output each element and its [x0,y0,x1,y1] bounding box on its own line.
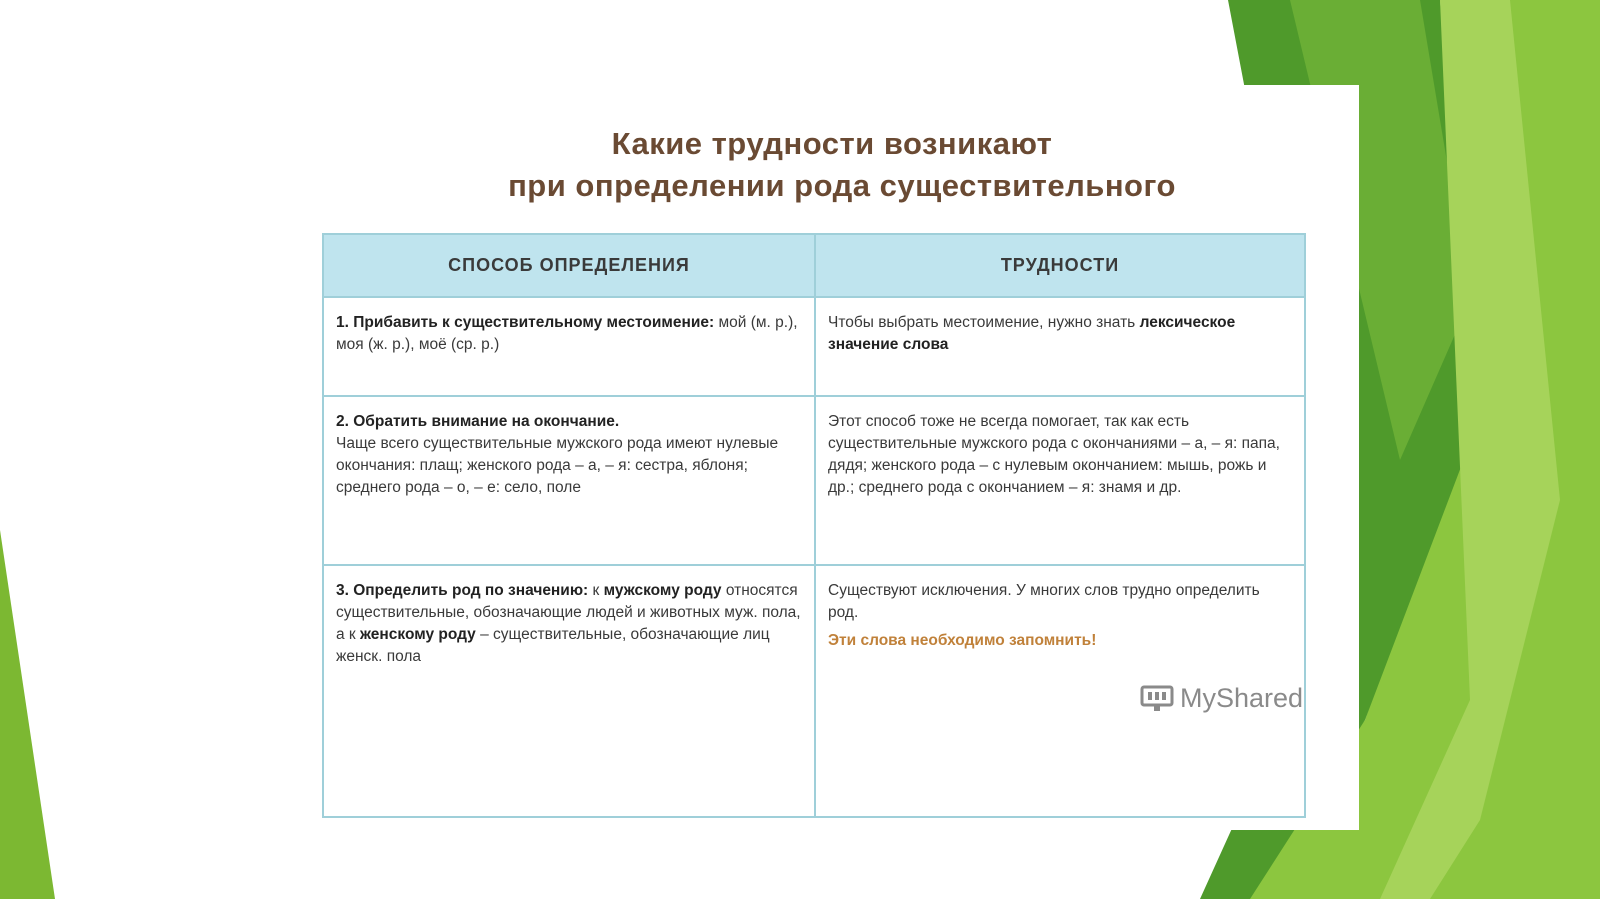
header-method: СПОСОБ ОПРЕДЕЛЕНИЯ [323,234,815,297]
header-difficulties: ТРУДНОСТИ [815,234,1305,297]
method-text: мой (м. р.), моя (ж. р.), моё (ср. р.) [336,314,798,353]
slide-content [265,85,1359,830]
green-shape-left [0,530,55,899]
method-cell [323,297,815,396]
myshared-logo-icon [1140,685,1174,713]
method-text: к [588,582,604,599]
table-row [323,297,1305,396]
method-bold: мужскому роду [603,582,722,599]
difficulties-table [322,233,1306,818]
difficulty-note: Эти слова необходимо запомнить! [828,632,1097,649]
method-bold: 1. Прибавить к существительному местоимение: [336,314,715,331]
difficulty-text: Существуют исключения. У многих слов трудно определить род. [828,582,1260,621]
slide-title-line-2: при определении рода существительного [508,168,1176,203]
difficulty-bold: лексическое значение слова [828,314,1236,353]
table-row [323,396,1305,565]
difficulty-cell [815,297,1305,396]
watermark-text: MyShared [1180,683,1304,713]
difficulty-text: Этот способ тоже не всегда помогает, так как есть существительные мужского рода с окончаниями – а, – я: папа, дядя; женского рода – с нулевым окончанием: мышь, рожь и др.; среднего рода с окончанием – я: знамя и др. [828,413,1280,496]
method-bold: 3. Определить род по значению: [336,582,589,599]
method-text: относятся существительные, обозначающие людей и животных муж. пола, а к [336,582,801,643]
method-bold: женскому роду [360,626,476,643]
difficulty-cell [815,396,1305,565]
method-text: – существительные, обозначающие лиц женск. пола [336,626,770,665]
method-text: Чаще всего существительные мужского рода имеют нулевые окончания: плащ; женского рода – а, – я: сестра, яблоня; среднего рода – о, – е: село, поле [336,435,779,496]
slide-title [265,123,1359,207]
slide-title-line-1: Какие трудности возникают [611,126,1053,161]
table-header-row [323,234,1305,297]
method-cell [323,396,815,565]
myshared-watermark [1140,683,1303,714]
method-bold: 2. Обратить внимание на окончание. [336,413,620,430]
difficulty-text: Чтобы выбрать местоимение, нужно знать [828,314,1140,331]
method-cell [323,565,815,817]
